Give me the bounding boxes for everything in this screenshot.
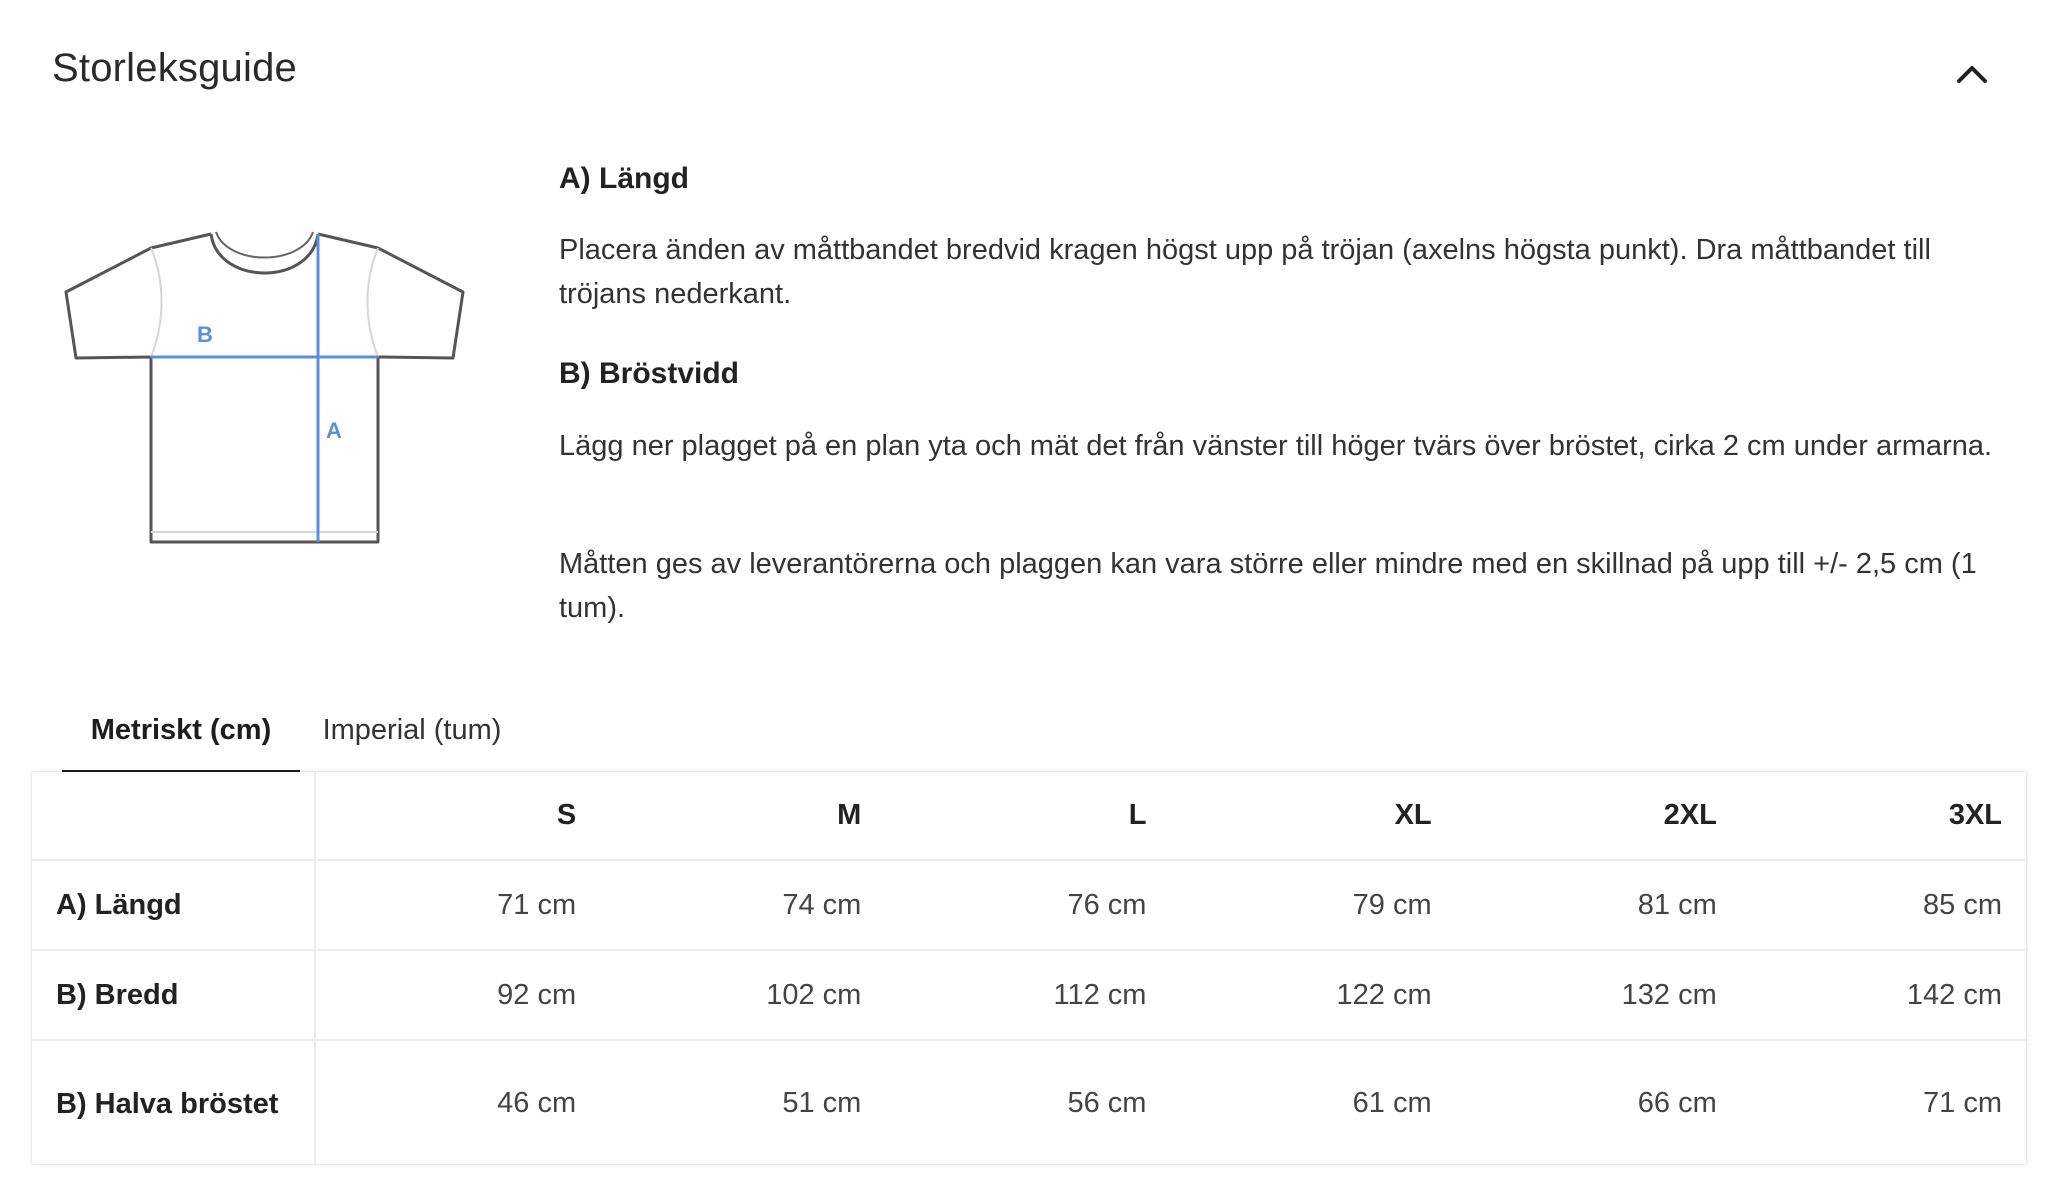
tab-metric[interactable]: Metriskt (cm) (62, 690, 300, 774)
table-cell: 79 cm (1170, 860, 1455, 950)
table-cell: 102 cm (600, 950, 885, 1040)
size-note: Måtten ges av leverantörerna och plaggen kan vara större eller mindre med en skillnad på upp till +/- 2,5 cm (1 tum). (559, 548, 1977, 624)
chevron-up-icon (1955, 63, 1989, 85)
label-b: B (197, 322, 213, 347)
table-cell: 112 cm (885, 950, 1170, 1040)
table-cell: 92 cm (315, 950, 600, 1040)
table-cell: 74 cm (600, 860, 885, 950)
size-table (32, 772, 2026, 1164)
table-row (32, 860, 2026, 950)
table-cell: 46 cm (497, 1087, 577, 1119)
tshirt-measure-illustration (56, 224, 476, 574)
column-header: 2XL (1456, 772, 1741, 860)
table-cell: 76 cm (885, 860, 1170, 950)
table-cell: 61 cm (1352, 1087, 1432, 1119)
table-row (32, 1040, 2026, 1166)
chest-description: Lägg ner plagget på en plan yta och mät det från vänster till höger tvärs över bröstet, cirka 2 cm under armarna. (559, 430, 1993, 462)
table-cell: 71 cm (315, 860, 600, 950)
page-title: Storleksguide (52, 46, 297, 90)
length-description: Placera änden av måttbandet bredvid kragen högst upp på tröjan (axelns högsta punkt). Dra måttbandet till tröjans nederkant. (559, 234, 1931, 310)
table-cell: 132 cm (1456, 950, 1741, 1040)
row-label: A) Längd (32, 860, 315, 950)
table-corner (32, 772, 315, 860)
column-header: S (315, 772, 600, 860)
row-label: B) Bredd (32, 950, 315, 1040)
table-cell: 66 cm (1637, 1087, 1717, 1119)
table-cell: 51 cm (782, 1087, 862, 1119)
table-cell: 56 cm (1067, 1087, 1147, 1119)
tab-imperial[interactable]: Imperial (tum) (322, 713, 502, 746)
column-header: 3XL (1741, 772, 2026, 860)
length-heading: A) Längd (559, 162, 689, 195)
label-a: A (326, 418, 342, 443)
table-cell: 85 cm (1741, 860, 2026, 950)
column-header: M (600, 772, 885, 860)
table-cell: 81 cm (1456, 860, 1741, 950)
column-header: L (885, 772, 1170, 860)
table-cell: 122 cm (1170, 950, 1455, 1040)
chest-heading: B) Bröstvidd (559, 357, 739, 390)
collapse-button[interactable] (1952, 54, 1992, 94)
table-cell: 71 cm (1923, 1087, 2002, 1119)
row-label: B) Halva bröstet (32, 1040, 315, 1166)
column-header: XL (1170, 772, 1455, 860)
table-row (32, 950, 2026, 1040)
table-cell: 142 cm (1741, 950, 2026, 1040)
